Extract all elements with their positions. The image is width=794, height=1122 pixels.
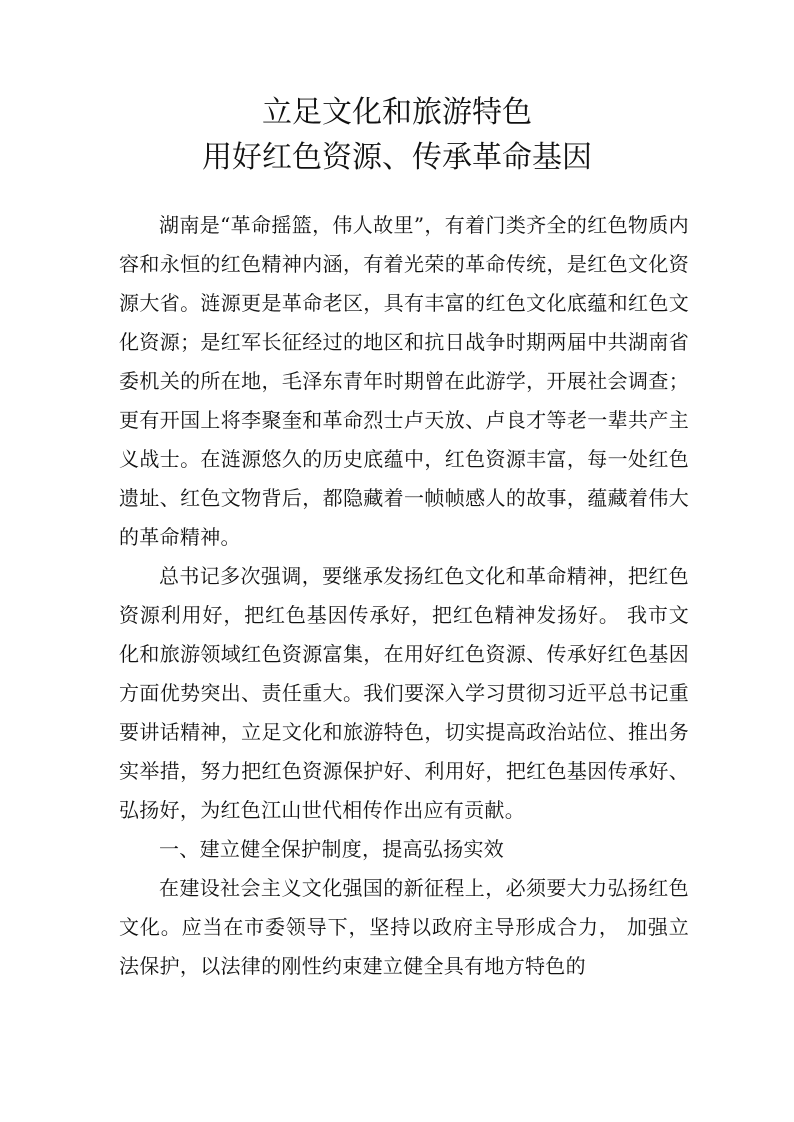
paragraph-3: 在建设社会主义文化强国的新征程上，必须要大力弘扬红色文化。应当在市委领导下，坚持以政府主导形成合力， 加强立法保护，以法律的刚性约束建立健全具有地方特色的 (119, 876, 689, 978)
paragraph-2: 总书记多次强调，要继承发扬红色文化和革命精神，把红色资源利用好，把红色基因传承好，把红色精神发扬好。 我市文化和旅游领域红色资源富集，在用好红色资源、传承好红色基因方面优势突出、责任重大。我们要深入学习贯彻习近平总书记重要讲话精神，立足文化和旅游特色，切实提高政治站位、推出务实举措，努力把红色资源保护好、利用好，把红色基因传承好、弘扬好，为红色江山世代相传作出应有贡献。 (119, 564, 689, 822)
paragraph-1: 湖南是“革命摇篮，伟人故里”，有着门类齐全的红色物质内容和永恒的红色精神内涵，有着光荣的革命传统，是红色文化资源大省。涟源更是革命老区，具有丰富的红色文化底蕴和红色文化资源；是红军长征经过的地区和抗日战争时期两届中共湖南省委机关的所在地，毛泽东青年时期曾在此游学，开展社会调查；更有开国上将李聚奎和革命烈士卢天放、卢良才等老一辈共产主义战士。在涟源悠久的历史底蕴中，红色资源丰富，每一处红色遗址、红色文物背后，都隐藏着一帧帧感人的故事，蕴藏着伟大的革命精神。 (119, 213, 689, 549)
document-title (0, 90, 794, 180)
section-heading-1: 一、建立健全保护制度，提高弘扬实效 (159, 837, 505, 861)
title-line-2: 用好红色资源、传承革命基因 (202, 140, 592, 175)
title-line-1: 立足文化和旅游特色 (262, 95, 532, 130)
document-body (119, 206, 689, 986)
